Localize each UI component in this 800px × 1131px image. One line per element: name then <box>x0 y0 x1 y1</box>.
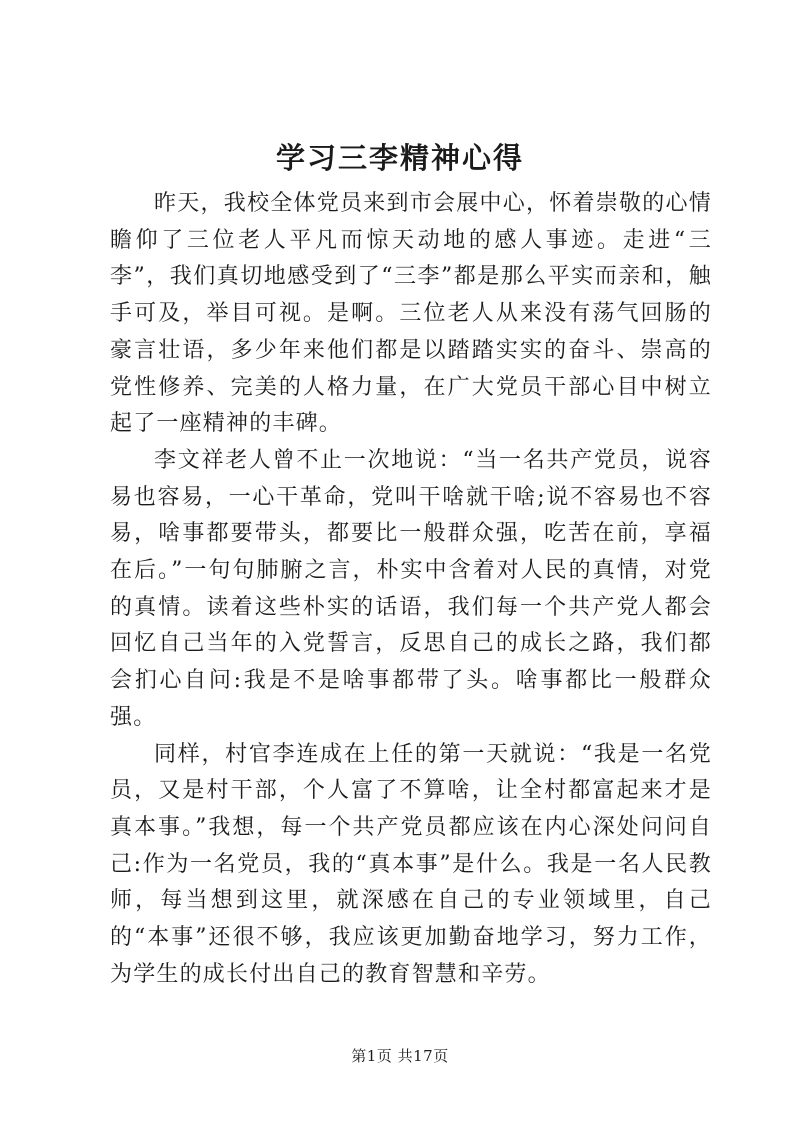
document-title: 学习三李精神心得 <box>275 141 524 175</box>
paragraph-2: 李文祥老人曾不止一次地说：“当一名共产党员，说容易也容易，一心干革命，党叫干啥就干啥;说不容易也不容易，啥事都要带头，都要比一般群众强，吃苦在前，享福在后。”一句句肺腑之言，朴实中含着对人民的真情，对党的真情。读着这些朴实的话语，我们每一个共产党人都会回忆自己当年的入党誓言，反思自己的成长之路，我们都会扪心自问:我是不是啥事都带了头。啥事都比一般群众强。 <box>110 447 712 730</box>
page-footer: 第1页 共17页 <box>351 1047 449 1065</box>
paragraph-1: 昨天，我校全体党员来到市会展中心，怀着崇敬的心情瞻仰了三位老人平凡而惊天动地的感人事迹。走进“三李”，我们真切地感受到了“三李”都是那么平实而亲和，触手可及，举目可视。是啊。三位老人从来没有荡气回肠的豪言壮语，多少年来他们都是以踏踏实实的奋斗、崇高的党性修养、完美的人格力量，在广大党员干部心目中树立起了一座精神的丰碑。 <box>110 191 712 437</box>
paragraph-3: 同样，村官李连成在上任的第一天就说：“我是一名党员，又是村干部，个人富了不算啥，让全村都富起来才是真本事。”我想，每一个共产党员都应该在内心深处问问自己:作为一名党员，我的“真本事”是什么。我是一名人民教师，每当想到这里，就深感在自己的专业领域里，自己的“本事”还很不够，我应该更加勤奋地学习，努力工作，为学生的成长付出自己的教育智慧和辛劳。 <box>110 741 712 987</box>
document-body <box>110 186 712 993</box>
